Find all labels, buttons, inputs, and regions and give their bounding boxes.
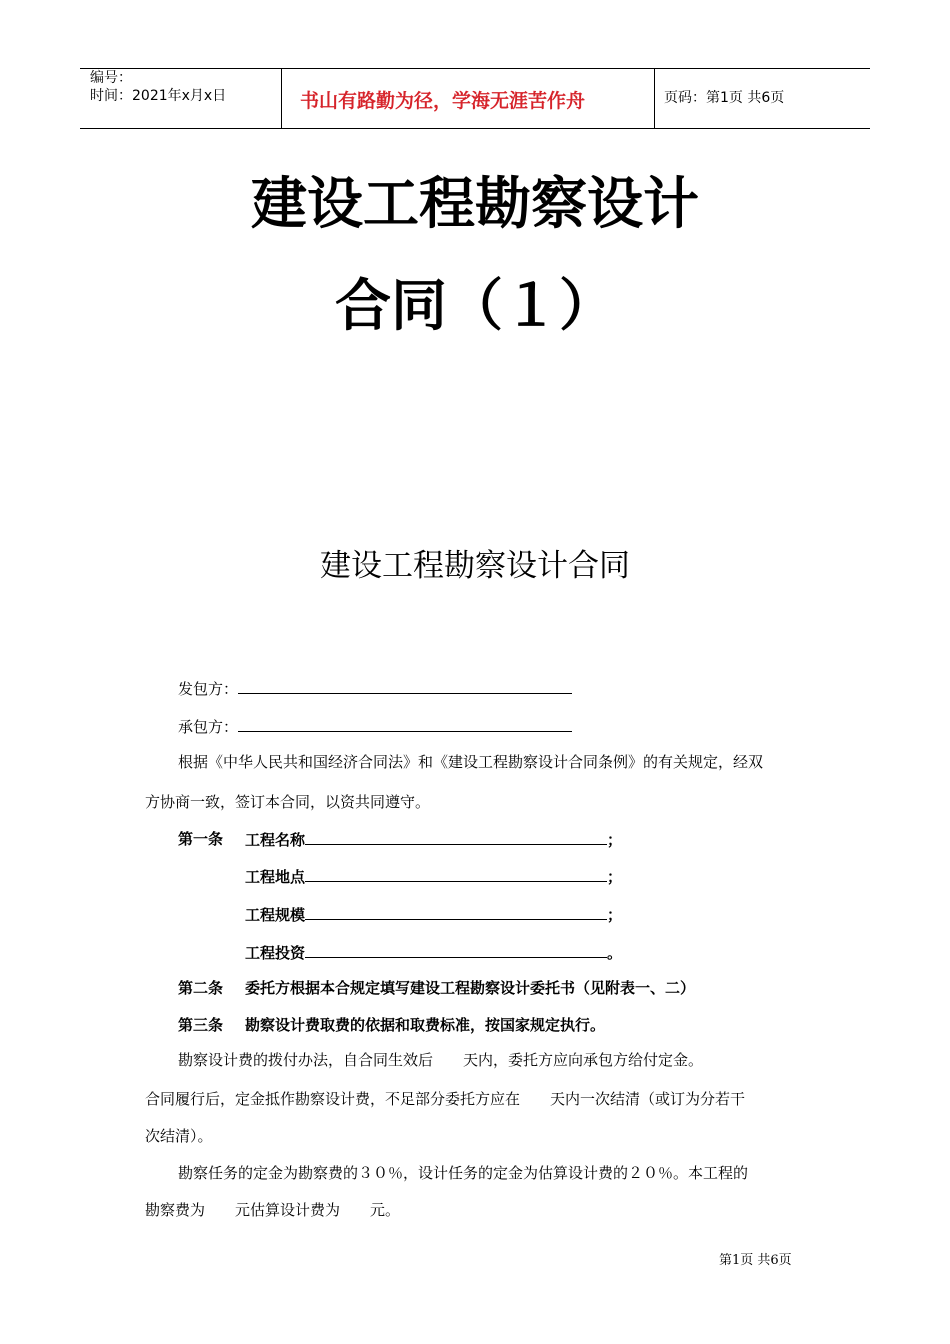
payment-line1: 勘察设计费的拨付办法，自合同生效后 天内，委托方应向承包方给付定金。 — [178, 1051, 704, 1069]
document-title-line2: 合同（１） — [335, 274, 615, 339]
article3-label: 第三条 — [178, 1016, 224, 1034]
contractor-label: 承包方： — [178, 718, 239, 736]
article1-item-project-investment — [245, 942, 622, 963]
employer-row — [178, 678, 572, 699]
project-name-blank — [305, 829, 607, 845]
article1-item-project-location — [245, 866, 622, 887]
employer-blank — [238, 678, 572, 694]
article1-label: 第一条 — [178, 830, 224, 848]
project-investment-end: 。 — [607, 944, 623, 962]
contract-title: 建设工程勘察设计合同 — [320, 548, 630, 584]
deposit-line2: 勘察费为 元估算设计费为 元。 — [145, 1201, 401, 1219]
header-top-rule — [80, 68, 870, 69]
project-location-blank — [305, 866, 607, 882]
project-name-end: ； — [607, 831, 623, 849]
project-location-label: 工程地点 — [245, 868, 306, 886]
project-investment-blank — [305, 942, 607, 958]
contractor-blank — [238, 716, 572, 732]
intro-line2: 方协商一致，签订本合同，以资共同遵守。 — [145, 793, 431, 811]
footer-page-number: 第1页 共6页 — [719, 1253, 792, 1268]
payment-line3: 次结清）。 — [145, 1127, 213, 1145]
document-time: 时间：2021年x月x日 — [90, 88, 227, 104]
employer-label: 发包方： — [178, 680, 239, 698]
article3-text: 勘察设计费取费的依据和取费标准，按国家规定执行。 — [245, 1016, 606, 1034]
document-number: 编号： — [90, 70, 132, 86]
contractor-row — [178, 716, 572, 737]
header-bottom-rule — [80, 128, 870, 129]
project-scale-end: ； — [607, 906, 623, 924]
header-divider-right — [654, 68, 655, 128]
header-page-number: 页码：第1页 共6页 — [664, 90, 785, 106]
project-investment-label: 工程投资 — [245, 944, 306, 962]
article2-label: 第二条 — [178, 979, 224, 997]
project-scale-blank — [305, 904, 607, 920]
article1-item-project-scale — [245, 904, 622, 925]
article1-item-project-name — [245, 829, 622, 850]
header-motto: 书山有路勤为径，学海无涯苦作舟 — [300, 90, 586, 112]
payment-line2: 合同履行后，定金抵作勘察设计费，不足部分委托方应在 天内一次结清（或订为分若干 — [145, 1090, 746, 1108]
article2-text: 委托方根据本合规定填写建设工程勘察设计委托书（见附表一、二） — [245, 979, 696, 997]
project-location-end: ； — [607, 868, 623, 886]
project-scale-label: 工程规模 — [245, 906, 306, 924]
document-title-line1: 建设工程勘察设计 — [251, 172, 699, 237]
intro-line1: 根据《中华人民共和国经济合同法》和《建设工程勘察设计合同条例》的有关规定，经双 — [178, 753, 764, 771]
header-divider-left — [281, 68, 282, 128]
project-name-label: 工程名称 — [245, 831, 306, 849]
deposit-line1: 勘察任务的定金为勘察费的３０％，设计任务的定金为估算设计费的２０％。本工程的 — [178, 1164, 749, 1182]
